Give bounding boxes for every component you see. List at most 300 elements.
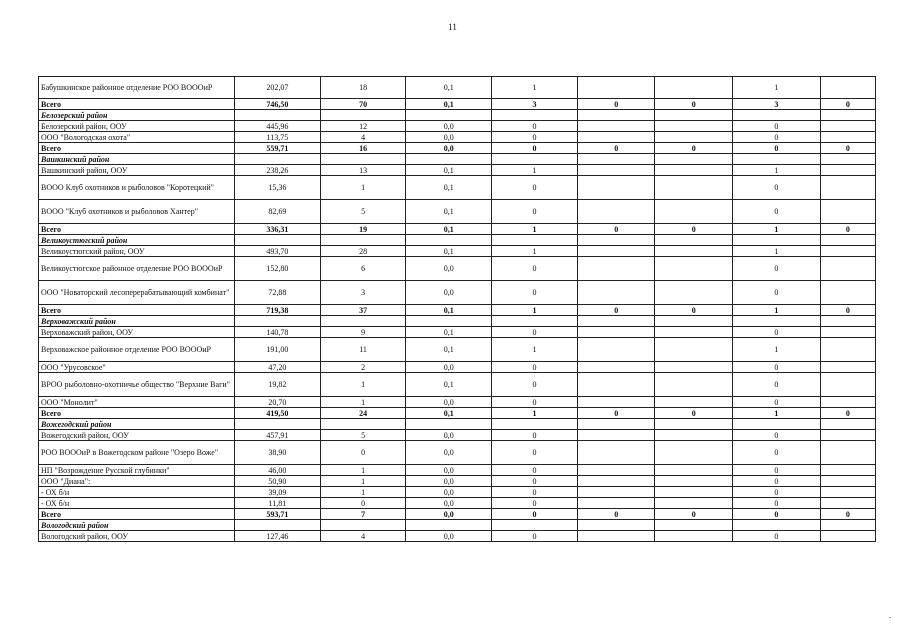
row-label-cell: Великоустюгский район	[39, 235, 235, 246]
value-cell: 0	[733, 143, 821, 154]
value-cell	[577, 132, 655, 143]
value-cell: 0,0	[406, 430, 492, 441]
table-row	[39, 121, 876, 132]
value-cell	[655, 362, 733, 373]
value-cell: 0	[492, 257, 578, 281]
value-cell: 0,1	[406, 200, 492, 224]
value-cell: 0	[320, 498, 406, 509]
value-cell	[820, 476, 875, 487]
value-cell: 202,07	[234, 77, 320, 99]
value-cell: 3	[733, 99, 821, 110]
value-cell	[733, 110, 821, 121]
value-cell: 0,0	[406, 397, 492, 408]
value-cell: 0	[577, 99, 655, 110]
value-cell	[655, 487, 733, 498]
value-cell	[655, 520, 733, 531]
value-cell	[234, 316, 320, 327]
value-cell	[820, 465, 875, 476]
value-cell	[820, 257, 875, 281]
value-cell	[577, 316, 655, 327]
row-label-cell: Всего	[39, 509, 235, 520]
page-number: 11	[448, 22, 457, 32]
value-cell: 0,1	[406, 99, 492, 110]
value-cell	[733, 520, 821, 531]
value-cell: 47,20	[234, 362, 320, 373]
value-cell: 0	[733, 200, 821, 224]
value-cell: 0,1	[406, 373, 492, 397]
value-cell	[492, 520, 578, 531]
value-cell	[577, 362, 655, 373]
value-cell: 0,0	[406, 487, 492, 498]
value-cell	[577, 327, 655, 338]
value-cell: 0	[733, 257, 821, 281]
value-cell: 11	[320, 338, 406, 362]
value-cell	[234, 419, 320, 430]
value-cell: 1	[733, 224, 821, 235]
value-cell: 0	[733, 498, 821, 509]
value-cell: 0	[820, 224, 875, 235]
value-cell: 1	[492, 338, 578, 362]
value-cell: 0	[733, 327, 821, 338]
value-cell: 0	[492, 200, 578, 224]
value-cell: 0	[492, 487, 578, 498]
row-label-cell: Всего	[39, 408, 235, 419]
value-cell: 0	[733, 531, 821, 542]
row-label-cell: - ОХ б/н	[39, 498, 235, 509]
table-row	[39, 441, 876, 465]
value-cell	[655, 441, 733, 465]
value-cell: 6	[320, 257, 406, 281]
value-cell: 127,46	[234, 531, 320, 542]
value-cell	[577, 257, 655, 281]
value-cell: 50,90	[234, 476, 320, 487]
row-label-cell: - ОХ б/н	[39, 487, 235, 498]
value-cell	[733, 316, 821, 327]
value-cell: 0	[733, 430, 821, 441]
value-cell: 0,1	[406, 327, 492, 338]
value-cell	[820, 338, 875, 362]
value-cell: 4	[320, 132, 406, 143]
value-cell	[655, 154, 733, 165]
value-cell	[577, 498, 655, 509]
value-cell	[655, 419, 733, 430]
value-cell	[577, 121, 655, 132]
value-cell: 0	[733, 441, 821, 465]
value-cell	[820, 132, 875, 143]
value-cell	[492, 154, 578, 165]
value-cell: 0	[655, 408, 733, 419]
value-cell	[655, 327, 733, 338]
value-cell	[655, 465, 733, 476]
value-cell: 0	[577, 408, 655, 419]
value-cell: 18	[320, 77, 406, 99]
row-label-cell: Вологодский район	[39, 520, 235, 531]
value-cell: 0	[655, 509, 733, 520]
value-cell: 0	[820, 143, 875, 154]
value-cell	[820, 430, 875, 441]
row-label-cell: ООО "Монолит"	[39, 397, 235, 408]
total-row	[39, 99, 876, 110]
value-cell: 0	[733, 362, 821, 373]
value-cell	[655, 316, 733, 327]
table-row	[39, 77, 876, 99]
value-cell: 38,90	[234, 441, 320, 465]
value-cell: 1	[733, 246, 821, 257]
value-cell	[655, 397, 733, 408]
table-row	[39, 132, 876, 143]
value-cell: 46,00	[234, 465, 320, 476]
row-label-cell: Вологодский район, ООУ	[39, 531, 235, 542]
value-cell: 1	[320, 176, 406, 200]
value-cell: 0	[492, 441, 578, 465]
value-cell	[820, 531, 875, 542]
value-cell: 1	[492, 224, 578, 235]
value-cell: 0	[733, 373, 821, 397]
value-cell	[655, 77, 733, 99]
table-row	[39, 281, 876, 305]
value-cell: 0	[320, 441, 406, 465]
row-label-cell: Вожегодский район	[39, 419, 235, 430]
value-cell: 0	[577, 224, 655, 235]
value-cell	[820, 419, 875, 430]
value-cell: 0	[820, 509, 875, 520]
district-header-row	[39, 316, 876, 327]
value-cell: 0	[492, 465, 578, 476]
row-label-cell: Всего	[39, 99, 235, 110]
value-cell: 0	[577, 143, 655, 154]
value-cell: 0	[655, 99, 733, 110]
value-cell: 0,1	[406, 246, 492, 257]
value-cell	[577, 154, 655, 165]
row-label-cell: ВРОО рыболовно-охотничье общество "Верхние Ваги"	[39, 373, 235, 397]
value-cell	[820, 498, 875, 509]
value-cell	[406, 110, 492, 121]
table-row	[39, 246, 876, 257]
value-cell: 0,1	[406, 224, 492, 235]
value-cell: 0	[655, 224, 733, 235]
value-cell	[577, 235, 655, 246]
total-row	[39, 509, 876, 520]
table-row	[39, 476, 876, 487]
value-cell: 0,0	[406, 121, 492, 132]
value-cell	[577, 373, 655, 397]
value-cell	[733, 154, 821, 165]
value-cell	[655, 176, 733, 200]
value-cell	[320, 419, 406, 430]
value-cell: 0,0	[406, 362, 492, 373]
row-label-cell: ВООО "Клуб охотников и рыболовов Хантер"	[39, 200, 235, 224]
value-cell: 13	[320, 165, 406, 176]
total-row	[39, 224, 876, 235]
value-cell: 559,71	[234, 143, 320, 154]
value-cell: 70	[320, 99, 406, 110]
row-label-cell: Белозерский район, ООУ	[39, 121, 235, 132]
value-cell	[655, 373, 733, 397]
value-cell	[234, 520, 320, 531]
row-label-cell: Великоустюгское районное отделение РОО ВОООиР	[39, 257, 235, 281]
value-cell: 0	[733, 465, 821, 476]
row-label-cell: Белозерский район	[39, 110, 235, 121]
value-cell: 0,0	[406, 257, 492, 281]
value-cell: 0	[492, 132, 578, 143]
value-cell: 1	[492, 305, 578, 316]
table-row	[39, 176, 876, 200]
value-cell	[655, 338, 733, 362]
value-cell: 719,38	[234, 305, 320, 316]
value-cell	[577, 200, 655, 224]
value-cell: 113,75	[234, 132, 320, 143]
value-cell	[406, 419, 492, 430]
value-cell	[820, 316, 875, 327]
value-cell: 238,26	[234, 165, 320, 176]
value-cell: 11,81	[234, 498, 320, 509]
value-cell	[655, 235, 733, 246]
value-cell	[655, 531, 733, 542]
row-label-cell: НП "Возрождение Русской глубинки"	[39, 465, 235, 476]
value-cell	[320, 110, 406, 121]
value-cell: 1	[492, 165, 578, 176]
value-cell: 0	[492, 531, 578, 542]
value-cell	[406, 520, 492, 531]
value-cell	[492, 110, 578, 121]
value-cell: 191,00	[234, 338, 320, 362]
row-label-cell: ООО "Вологодская охота"	[39, 132, 235, 143]
value-cell	[577, 441, 655, 465]
row-label-cell: Верховажский район	[39, 316, 235, 327]
value-cell: 336,31	[234, 224, 320, 235]
value-cell: 1	[492, 246, 578, 257]
value-cell: 1	[320, 476, 406, 487]
value-cell	[820, 281, 875, 305]
value-cell: 0	[492, 176, 578, 200]
value-cell: 1	[320, 465, 406, 476]
value-cell: 0	[655, 143, 733, 154]
value-cell: 0,0	[406, 132, 492, 143]
value-cell	[577, 430, 655, 441]
value-cell: 0,1	[406, 305, 492, 316]
district-header-row	[39, 235, 876, 246]
row-label-cell: Вашкинский район	[39, 154, 235, 165]
value-cell	[820, 397, 875, 408]
value-cell: 152,80	[234, 257, 320, 281]
value-cell	[577, 476, 655, 487]
value-cell	[577, 465, 655, 476]
value-cell	[655, 110, 733, 121]
row-label-cell: Великоустюгский район, ООУ	[39, 246, 235, 257]
value-cell	[655, 430, 733, 441]
value-cell	[577, 419, 655, 430]
value-cell: 5	[320, 200, 406, 224]
value-cell: 0	[492, 476, 578, 487]
value-cell: 0	[733, 176, 821, 200]
row-label-cell: Вашкинский район, ООУ	[39, 165, 235, 176]
value-cell: 0	[733, 487, 821, 498]
table-row	[39, 362, 876, 373]
value-cell	[577, 397, 655, 408]
value-cell	[655, 165, 733, 176]
value-cell: 7	[320, 509, 406, 520]
value-cell	[820, 520, 875, 531]
total-row	[39, 408, 876, 419]
value-cell: 0	[492, 397, 578, 408]
value-cell: 0	[492, 327, 578, 338]
total-row	[39, 143, 876, 154]
value-cell	[820, 121, 875, 132]
value-cell	[234, 154, 320, 165]
district-header-row	[39, 520, 876, 531]
value-cell: 0,0	[406, 476, 492, 487]
value-cell	[820, 200, 875, 224]
row-label-cell: Вожегодский район, ООУ	[39, 430, 235, 441]
value-cell: 1	[733, 338, 821, 362]
value-cell	[820, 110, 875, 121]
value-cell	[820, 441, 875, 465]
value-cell: 0,0	[406, 281, 492, 305]
value-cell: 72,88	[234, 281, 320, 305]
value-cell	[655, 281, 733, 305]
table-row	[39, 373, 876, 397]
value-cell: 19,82	[234, 373, 320, 397]
value-cell	[577, 520, 655, 531]
district-header-row	[39, 154, 876, 165]
value-cell: 1	[492, 408, 578, 419]
value-cell	[492, 419, 578, 430]
value-cell: 0,1	[406, 408, 492, 419]
value-cell	[820, 77, 875, 99]
value-cell: 82,69	[234, 200, 320, 224]
value-cell	[492, 235, 578, 246]
row-label-cell: Всего	[39, 143, 235, 154]
value-cell	[655, 121, 733, 132]
value-cell: 0,1	[406, 176, 492, 200]
value-cell: 0	[492, 121, 578, 132]
value-cell	[577, 110, 655, 121]
value-cell: 1	[733, 77, 821, 99]
row-label-cell: ООО "Урусовское"	[39, 362, 235, 373]
value-cell: 0	[820, 305, 875, 316]
value-cell	[820, 246, 875, 257]
value-cell	[406, 235, 492, 246]
value-cell: 0	[492, 362, 578, 373]
value-cell	[733, 419, 821, 430]
row-label-cell: ООО "Новаторский лесоперерабатывающий комбинат"	[39, 281, 235, 305]
value-cell: 457,91	[234, 430, 320, 441]
value-cell: 0	[492, 430, 578, 441]
value-cell: 1	[320, 373, 406, 397]
value-cell: 0	[733, 132, 821, 143]
value-cell: 28	[320, 246, 406, 257]
table-row	[39, 397, 876, 408]
value-cell	[655, 246, 733, 257]
value-cell	[655, 257, 733, 281]
value-cell	[655, 132, 733, 143]
value-cell: 1	[492, 77, 578, 99]
value-cell: 0,0	[406, 441, 492, 465]
value-cell: 1	[320, 397, 406, 408]
table-row	[39, 465, 876, 476]
value-cell: 0,0	[406, 465, 492, 476]
value-cell: 2	[320, 362, 406, 373]
value-cell	[492, 316, 578, 327]
value-cell: 0	[577, 509, 655, 520]
value-cell	[820, 154, 875, 165]
value-cell: 0	[655, 305, 733, 316]
value-cell	[320, 316, 406, 327]
row-label-cell: Верховажский район, ООУ	[39, 327, 235, 338]
value-cell	[406, 316, 492, 327]
value-cell: 593,71	[234, 509, 320, 520]
value-cell	[820, 165, 875, 176]
value-cell: 37	[320, 305, 406, 316]
value-cell: 1	[320, 487, 406, 498]
value-cell: 445,96	[234, 121, 320, 132]
value-cell: 746,50	[234, 99, 320, 110]
value-cell	[820, 176, 875, 200]
value-cell: 0,0	[406, 143, 492, 154]
value-cell: 9	[320, 327, 406, 338]
value-cell: 4	[320, 531, 406, 542]
value-cell: 0	[492, 281, 578, 305]
value-cell: 15,36	[234, 176, 320, 200]
value-cell: 419,50	[234, 408, 320, 419]
value-cell: 0	[492, 373, 578, 397]
value-cell: 0	[733, 476, 821, 487]
value-cell	[577, 77, 655, 99]
value-cell: 0	[577, 305, 655, 316]
value-cell: 3	[320, 281, 406, 305]
row-label-cell: ВООО Клуб охотников и рыболовов "Коротецкий"	[39, 176, 235, 200]
value-cell	[820, 362, 875, 373]
table-row	[39, 531, 876, 542]
hunting-stats-table	[38, 76, 876, 542]
value-cell: 20,70	[234, 397, 320, 408]
value-cell: 24	[320, 408, 406, 419]
value-cell: 1	[733, 408, 821, 419]
value-cell: 16	[320, 143, 406, 154]
value-cell: 0	[492, 143, 578, 154]
table-row	[39, 487, 876, 498]
value-cell	[655, 498, 733, 509]
value-cell	[577, 487, 655, 498]
value-cell	[655, 200, 733, 224]
row-label-cell: Верховажское районное отделение РОО ВОООиР	[39, 338, 235, 362]
value-cell: 39,09	[234, 487, 320, 498]
district-header-row	[39, 419, 876, 430]
row-label-cell: Всего	[39, 305, 235, 316]
value-cell	[820, 373, 875, 397]
value-cell: 0	[733, 121, 821, 132]
value-cell: 0	[733, 509, 821, 520]
table-row	[39, 498, 876, 509]
value-cell	[320, 154, 406, 165]
value-cell: 0	[492, 509, 578, 520]
row-label-cell: ООО "Диана":	[39, 476, 235, 487]
value-cell: 0,1	[406, 338, 492, 362]
table-row	[39, 165, 876, 176]
value-cell: 12	[320, 121, 406, 132]
table-row	[39, 200, 876, 224]
table-row	[39, 430, 876, 441]
total-row	[39, 305, 876, 316]
table-row	[39, 327, 876, 338]
value-cell: 0	[820, 408, 875, 419]
value-cell: 0	[733, 281, 821, 305]
value-cell	[820, 487, 875, 498]
value-cell: 0,0	[406, 498, 492, 509]
value-cell	[655, 476, 733, 487]
value-cell: 0,0	[406, 531, 492, 542]
value-cell	[406, 154, 492, 165]
